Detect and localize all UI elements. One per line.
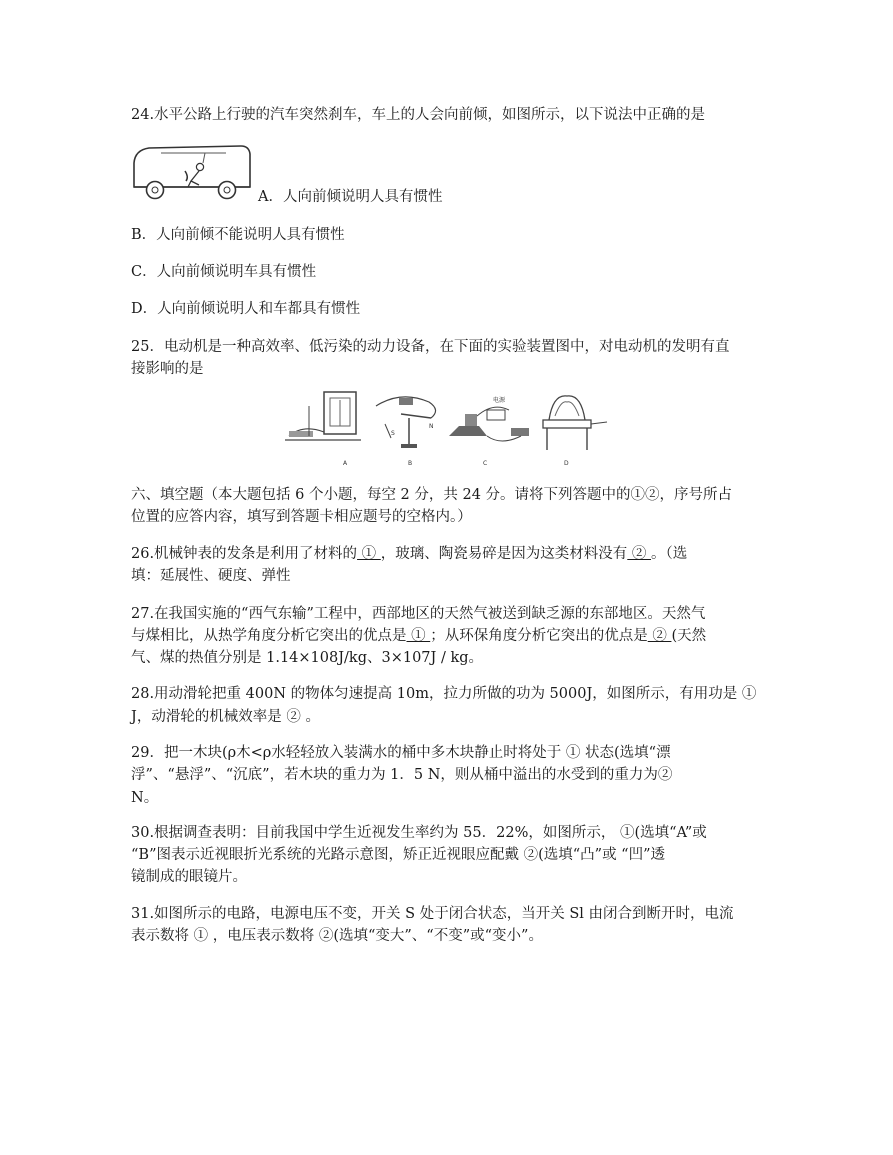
q25-stem-line1: 25．电动机是一种高效率、低污染的动力设备，在下面的实验装置图中，对电动机的发明有直 [131, 339, 730, 355]
q28-line1: 28.用动滑轮把重 400N 的物体匀速提高 10m，拉力所做的功为 5000J，如图所示，有用功是 ① [131, 686, 757, 702]
q24-option-d: D．人向前倾说明人和车都具有惯性 [131, 301, 361, 317]
q27-text-b: ；从环保角度分析它突出的优点是 [430, 628, 648, 644]
bus-braking-figure [131, 141, 253, 205]
svg-text:电源: 电源 [493, 397, 506, 404]
q28-line2: J，动滑轮的机械效率是 ② 。 [131, 709, 321, 725]
q27-text-a: 与煤相比，从热学角度分析它突出的优点是 [131, 628, 407, 644]
q27-blank-1: ① [406, 628, 431, 644]
apparatus-c [449, 396, 529, 441]
q26-blank-2: ② [627, 546, 651, 562]
q30-line1: 30.根据调查表明：目前我国中学生近视发生率约为 55．22%，如图所示， ①(选填“A”或 [131, 825, 707, 841]
q27-text-c: (天然 [671, 628, 707, 644]
q27-line3: 气、煤的热值分别是 1.14×108J/kg、3×107J / kg。 [131, 650, 484, 666]
section6-heading-line1: 六、填空题（本大题包括 6 个小题，每空 2 分，共 24 分。请将下列答题中的①②，序号所占 [131, 487, 733, 503]
q27-line1: 27.在我国实施的“西气东输”工程中，西部地区的天然气被送到缺乏源的东部地区。天然气 [131, 606, 706, 622]
q31-line1: 31.如图所示的电路，电源电压不变，开关 S 处于闭合状态，当开关 Sl 由闭合到断开时，电流 [131, 906, 734, 922]
svg-text:S: S [391, 430, 395, 437]
figure-label-c: C [483, 460, 488, 467]
q24-option-b: B．人向前倾不能说明人具有惯性 [131, 227, 345, 243]
figure-label-d: D [564, 460, 569, 467]
q26-line1 [131, 544, 687, 564]
q29-line2: 浮”、“悬浮”、“沉底”，若木块的重力为 1．5 N，则从桶中溢出的水受到的重力为② [131, 767, 673, 783]
q27-blank-2: ② [647, 628, 672, 644]
apparatus-d [543, 396, 607, 450]
q24-stem: 24.水平公路上行驶的汽车突然刹车，车上的人会向前倾，如图所示，以下说法中正确的是 [131, 107, 706, 123]
q26-text-b: ，玻璃、陶瓷易碎是因为这类材料没有 [380, 546, 628, 562]
q24-option-c: C．人向前倾说明车具有惯性 [131, 264, 317, 280]
motor-experiment-figure [281, 386, 611, 474]
q30-line2: “B”图表示近视眼折光系统的光路示意图，矫正近视眼应配戴 ②(选填“凸”或 “凹”透 [131, 847, 666, 863]
q26-line2: 填：延展性、硬度、弹性 [131, 568, 291, 584]
q29-line1: 29．把一木块(ρ木<ρ水轻轻放入装满水的桶中多木块静止时将处于 ① 状态(选填“漂 [131, 745, 671, 761]
q26-blank-1: ① [357, 546, 381, 562]
apparatus-b [376, 397, 436, 448]
q26-text-a: 26.机械钟表的发条是利用了材料的 [131, 546, 358, 562]
q29-line3: N。 [131, 790, 159, 806]
q27-line2 [131, 626, 706, 646]
q31-line2: 表示数将 ① ，电压表示数将 ②(选填“变大”、“不变”或“变小”。 [131, 928, 543, 944]
q26-text-c: 。（选 [651, 546, 688, 562]
figure-label-b: B [408, 460, 413, 467]
figure-label-a: A [343, 460, 348, 467]
section6-heading-line2: 位置的应答内容，填写到答题卡相应题号的空格内。） [131, 509, 472, 525]
apparatus-a [285, 392, 361, 440]
q25-stem-line2: 接影响的是 [131, 361, 204, 377]
q24-option-a: A．人向前倾说明人具有惯性 [258, 189, 443, 205]
q30-line3: 镜制成的眼镜片。 [131, 869, 247, 885]
svg-text:N: N [429, 423, 434, 430]
